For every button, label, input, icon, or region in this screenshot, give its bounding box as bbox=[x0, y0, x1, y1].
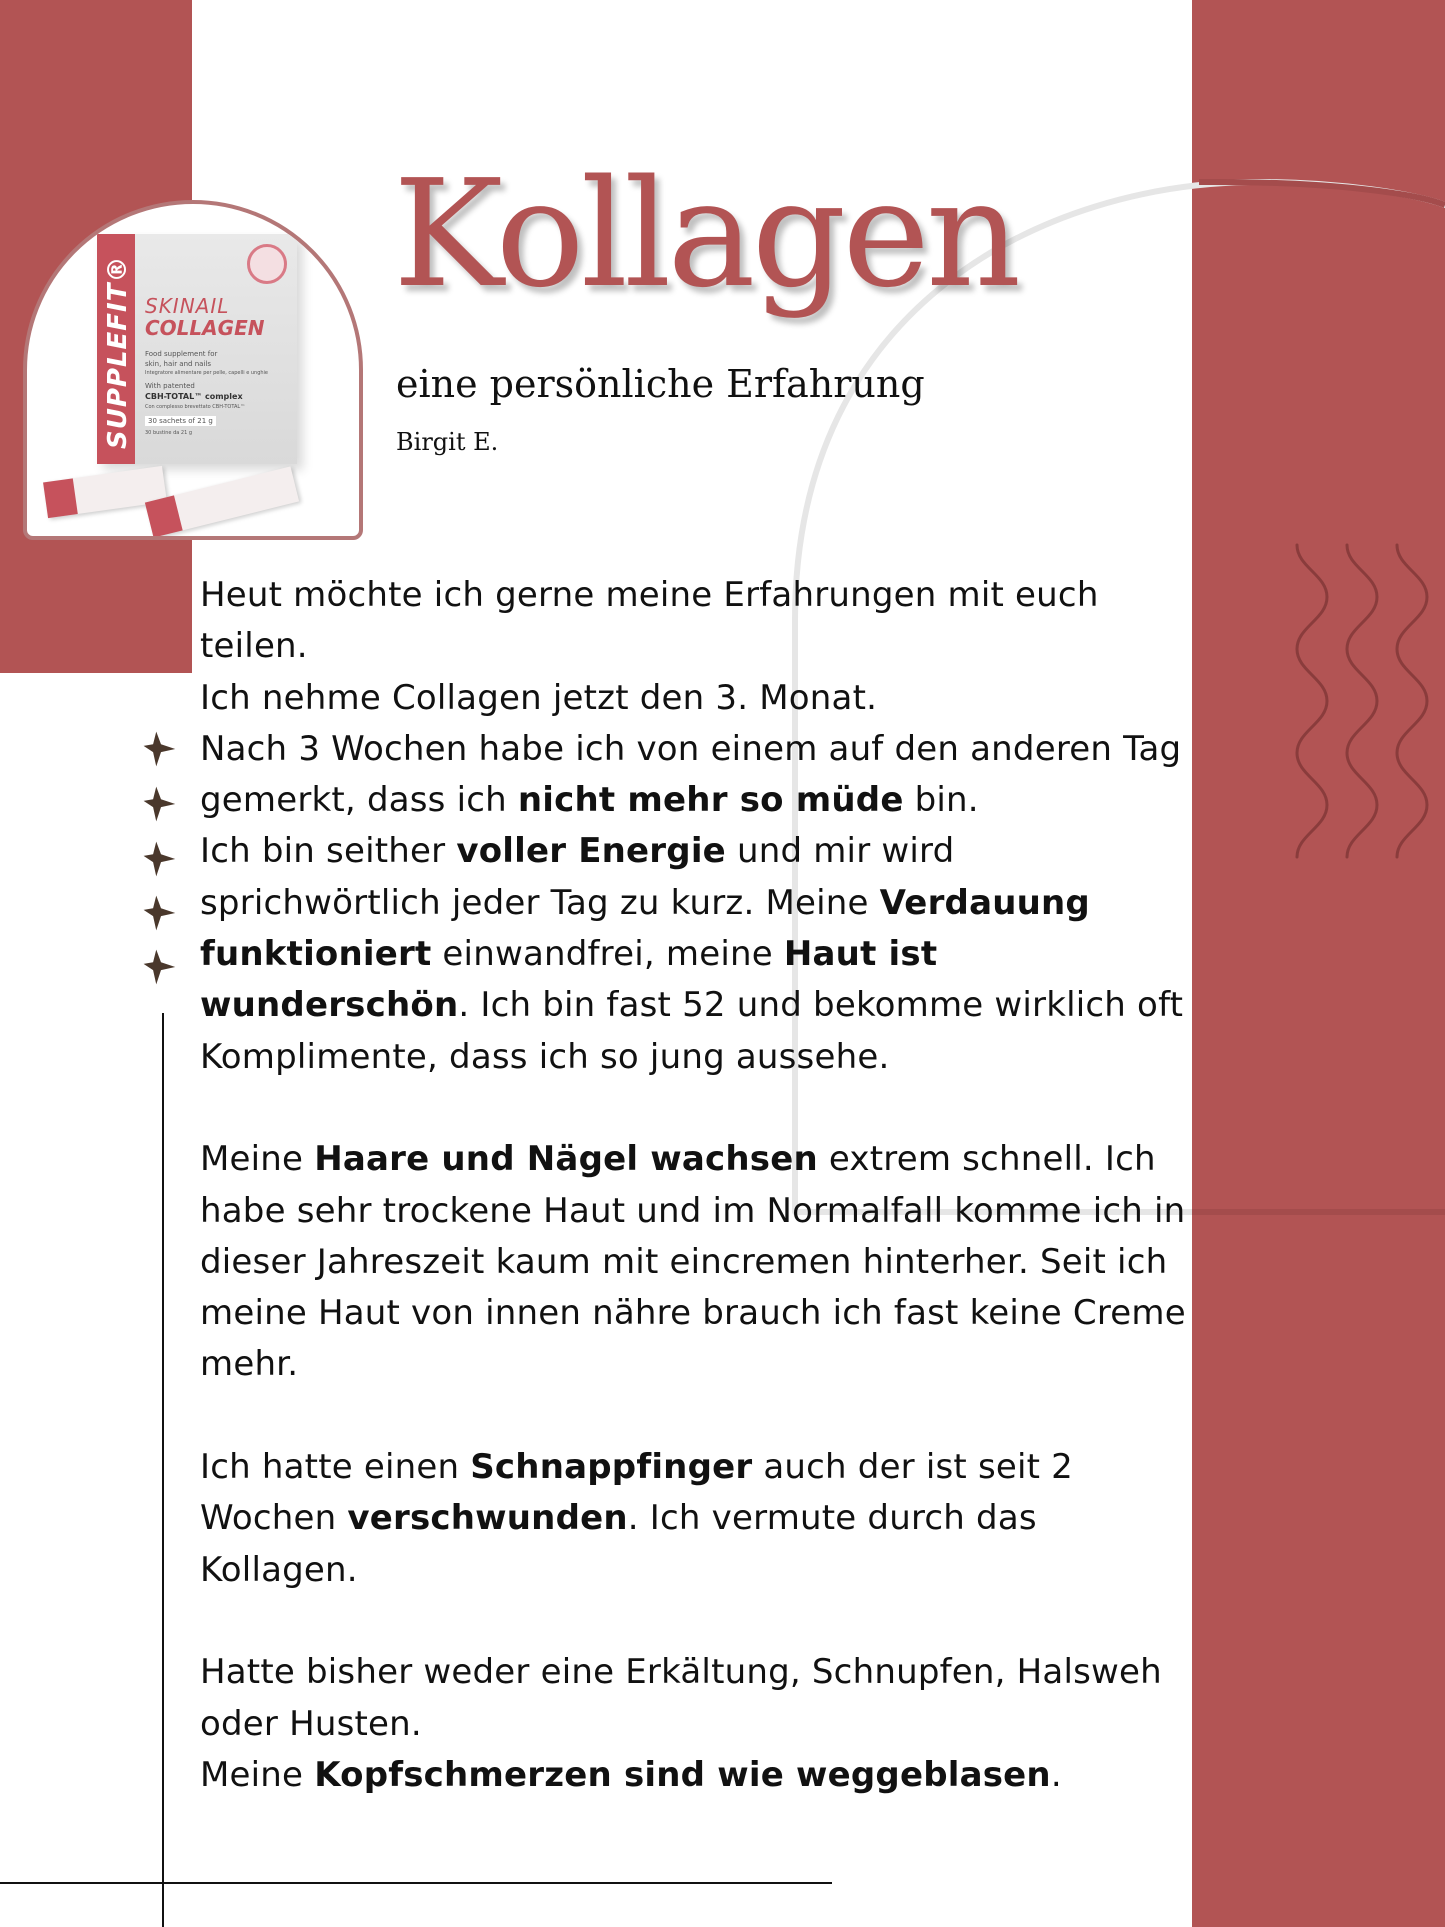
body-highlight: verschwunden bbox=[347, 1498, 628, 1539]
product-patent-line2: CBH-TOTAL™ complex bbox=[145, 392, 243, 401]
body-text: . bbox=[1050, 1754, 1062, 1795]
product-seal-icon bbox=[247, 244, 287, 284]
page-title: Kollagen bbox=[393, 148, 1018, 320]
product-box bbox=[97, 234, 297, 464]
body-text: Ich nehme Collagen jetzt den 3. Monat. bbox=[200, 677, 878, 718]
body-text: einwandfrei, meine bbox=[431, 934, 784, 975]
product-quantity: 30 sachets of 21 g bbox=[145, 416, 216, 426]
body-text: Hatte bisher weder eine Erkältung, Schnupfen, Halsweh oder Husten. bbox=[200, 1652, 1162, 1744]
decorative-horizontal-line bbox=[0, 1882, 832, 1884]
body-text: bin. bbox=[903, 780, 979, 821]
product-sachet bbox=[145, 466, 299, 537]
body-paragraph-1 bbox=[200, 570, 1200, 1083]
body-text: . Ich bin fast 52 und bekomme wirklich oft Komplimente, dass ich so jung aussehe. bbox=[200, 985, 1184, 1077]
page-subtitle: eine persönliche Erfahrung bbox=[396, 362, 925, 406]
product-brand: SUPPLEFIT® bbox=[103, 255, 133, 449]
body-text: und mir wird sprichwörtlich jeder Tag zu kurz. Meine bbox=[200, 831, 955, 923]
body-highlight: voller Energie bbox=[456, 831, 726, 872]
body-text: auch der ist seit 2 Wochen bbox=[200, 1447, 1074, 1539]
author-name: Birgit E. bbox=[396, 428, 499, 456]
decorative-vertical-line bbox=[162, 1013, 164, 1927]
body-text: Heut möchte ich gerne meine Erfahrungen mit euch teilen. bbox=[200, 575, 1099, 667]
body-highlight: Schnappfinger bbox=[470, 1447, 753, 1488]
body-text: Ich bin seither bbox=[200, 831, 457, 872]
body-text: Nach 3 Wochen habe ich von einem auf den anderen Tag gemerkt, dass ich bbox=[200, 728, 1182, 821]
product-image bbox=[23, 200, 363, 540]
product-quantity-it: 30 bustine da 21 g bbox=[145, 430, 193, 436]
body-text: extrem schnell. Ich habe sehr trockene Haut und im Normalfall komme ich in dieser Jahreszeit kaum mit eincremen hinterher. Seit ich meine Haut von innen nähre brauch ich fast keine Creme mehr. bbox=[200, 1139, 1186, 1385]
body-paragraph-2 bbox=[200, 1134, 1200, 1390]
body-text: Ich hatte einen bbox=[200, 1447, 471, 1488]
body-highlight: Kopfschmerzen sind wie weggeblasen bbox=[314, 1754, 1051, 1795]
product-desc-line3: Integratore alimentare per pelle, capelli e unghie bbox=[145, 370, 269, 376]
body-highlight: nicht mehr so müde bbox=[517, 780, 904, 821]
body-paragraph-4 bbox=[200, 1647, 1200, 1801]
body-text: Meine bbox=[200, 1754, 315, 1795]
body-highlight: Haut ist wunderschön bbox=[200, 934, 938, 1026]
body-text: . Ich vermute durch das Kollagen. bbox=[200, 1498, 1037, 1590]
product-name-line2: COLLAGEN bbox=[145, 316, 265, 340]
star-icon bbox=[142, 785, 180, 823]
accent-block-right bbox=[1192, 0, 1445, 1927]
body-text: Meine bbox=[200, 1139, 315, 1180]
body-highlight: Haare und Nägel wachsen bbox=[314, 1139, 818, 1180]
body-highlight: Verdauung funktioniert bbox=[200, 882, 1090, 975]
product-name-line1: SKINAIL bbox=[145, 294, 230, 318]
body-paragraph-3 bbox=[200, 1442, 1200, 1596]
testimonial-body bbox=[200, 570, 1200, 1801]
star-icon bbox=[142, 948, 180, 986]
product-patent-line1: With patented bbox=[145, 382, 195, 390]
product-desc-line1: Food supplement for bbox=[145, 350, 218, 358]
star-icon bbox=[142, 894, 180, 932]
star-icon bbox=[142, 840, 180, 878]
star-icon bbox=[142, 730, 180, 768]
product-patent-line3: Con complesso brevettato CBH-TOTAL™ bbox=[145, 404, 246, 410]
product-desc-line2: skin, hair and nails bbox=[145, 360, 211, 368]
